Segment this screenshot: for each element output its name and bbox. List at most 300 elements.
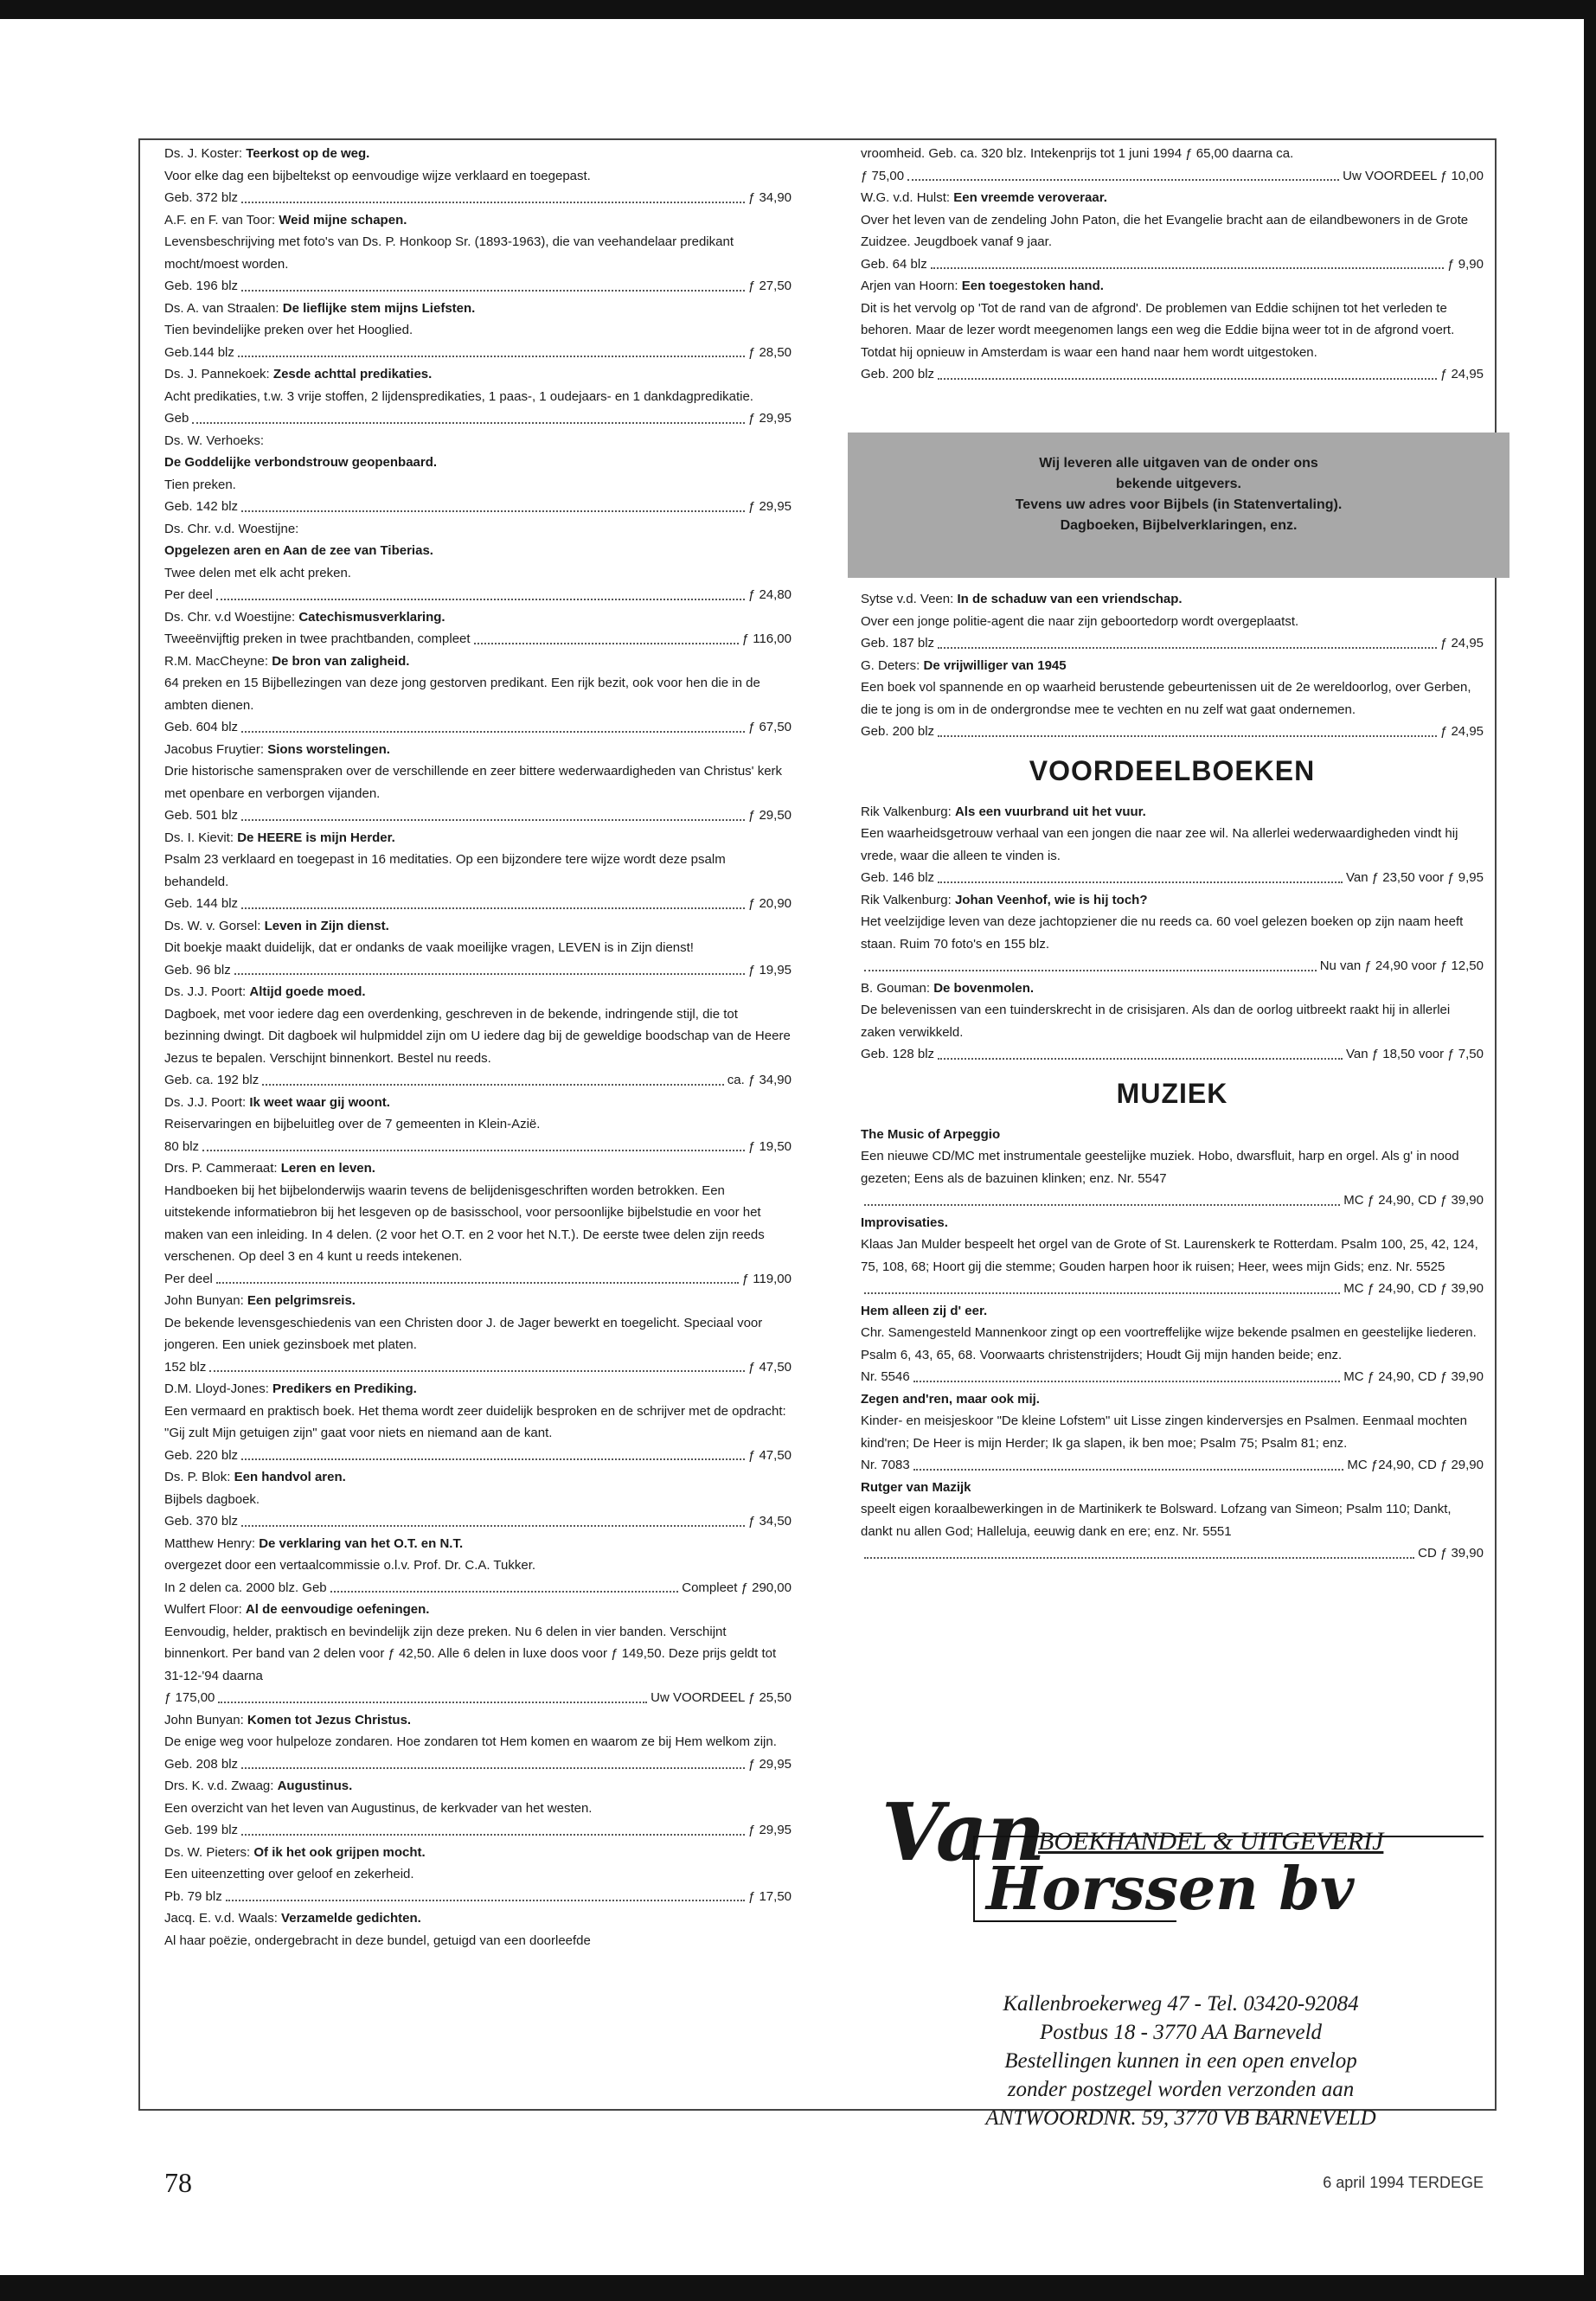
entry-title-line [164, 651, 792, 673]
book-entry [164, 1599, 792, 1709]
entry-title: Ik weet waar gij woont. [249, 1094, 390, 1110]
book-entry [861, 801, 1484, 889]
dot-leader [234, 959, 745, 976]
entry-description: Twee delen met elk acht preken. [164, 565, 351, 580]
entry-author: Rik Valkenburg: [861, 892, 955, 907]
book-entry [164, 915, 792, 982]
entry-author: Drs. K. v.d. Zwaag: [164, 1779, 278, 1793]
entry-author: Drs. P. Cammeraat: [164, 1161, 281, 1176]
entry-description: De bekende levensgeschiedenis van een Christen door J. de Jager bewerkt en toegelicht. Speciaal voor jongeren. Een uniek gezinsboek met platen. [164, 1315, 763, 1352]
dot-leader [938, 1043, 1343, 1060]
entry-title: De HEERE is mijn Herder. [237, 830, 395, 845]
book-entry [164, 1775, 792, 1842]
price-value: Compleet ƒ 290,00 [682, 1580, 792, 1595]
price-value: ƒ 34,90 [747, 190, 792, 205]
entry-title-line [861, 1124, 1484, 1146]
price-label: 152 blz [164, 1359, 207, 1375]
book-entry [861, 275, 1484, 386]
price-value: Van ƒ 23,50 voor ƒ 9,95 [1345, 870, 1484, 885]
dot-leader [938, 632, 1437, 649]
entry-title-line [164, 1775, 792, 1798]
entry-author: D.M. Lloyd-Jones: [164, 1381, 273, 1396]
entry-description: Dagboek, met voor iedere dag een overdenking, geschreven in de bekende, indringende stijl, die tot bezinning dwingt. Dit dagboek wil hulpmiddel zijn om U iedere dag bij de geweldige boodschap van de Heere Jezus te bepalen. Verschijnt binnenkort. Bestel nu reeds. [164, 1006, 791, 1066]
logo-van: Van [881, 1785, 1046, 1879]
price-label: Geb. 196 blz [164, 279, 239, 293]
dot-leader [938, 867, 1343, 883]
price-value: ƒ 17,50 [747, 1888, 792, 1904]
publisher-address [869, 1990, 1492, 2132]
entry-title-line [861, 801, 1484, 824]
price-value: MC ƒ24,90, CD ƒ 29,90 [1347, 1458, 1484, 1472]
dot-leader [864, 1189, 1340, 1206]
entry-author: Jacq. E. v.d. Waals: [164, 1911, 282, 1926]
page-number: 78 [164, 2167, 192, 2198]
dot-leader [864, 1542, 1414, 1559]
muziek-list [861, 1124, 1484, 1565]
book-entry [164, 827, 792, 915]
price-label: Geb. 372 blz [164, 190, 239, 205]
right-column [861, 143, 1484, 386]
entry-author: Ds. A. van Straalen: [164, 300, 283, 316]
book-entry [861, 1212, 1484, 1300]
price-row [861, 1454, 1484, 1477]
entry-description: Het veelzijdige leven van deze jachtopziener die nu reeds ca. 60 voel gelezen boeken op zijn naam heeft staan. Ruim 70 foto's en 155 blz. [861, 914, 1464, 952]
entry-author: Ds. J.J. Poort: [164, 1094, 250, 1110]
entry-title: Al de eenvoudige oefeningen. [245, 1602, 430, 1617]
price-row [164, 187, 792, 209]
entry-description: Al haar poëzie, ondergebracht in deze bundel, getuigd van een doorleefde [164, 1932, 591, 1948]
price-value: Van ƒ 18,50 voor ƒ 7,50 [1345, 1047, 1484, 1061]
price-label: Geb. 144 blz [164, 896, 239, 911]
entry-title-line [164, 739, 792, 761]
entry-title-line [861, 588, 1484, 611]
footer-date: 6 april 1994 TERDEGE [1323, 2174, 1484, 2191]
price-value: Uw VOORDEEL ƒ 10,00 [1343, 168, 1484, 183]
entry-description: Bijbels dagboek. [164, 1491, 260, 1507]
dot-leader [864, 955, 1317, 971]
entry-title-line [164, 430, 792, 452]
entry-author: Ds. Chr. v.d Woestijne: [164, 609, 299, 625]
entry-author: A.F. en F. van Toor: [164, 212, 279, 228]
entry-title: Hem alleen zij d' eer. [861, 1303, 988, 1318]
price-row [164, 1510, 792, 1533]
entry-title: De bron van zaligheid. [272, 653, 410, 669]
price-row [164, 496, 792, 518]
price-value: ca. ƒ 34,90 [727, 1073, 792, 1087]
entry-author: John Bunyan: [164, 1712, 247, 1727]
price-row [164, 1356, 792, 1379]
entry-title-line [164, 1378, 792, 1400]
price-row [861, 1043, 1484, 1066]
price-value: ƒ 47,50 [747, 1447, 792, 1463]
entry-title-line [164, 915, 792, 938]
entry-author: John Bunyan: [164, 1293, 247, 1308]
entry-description: Drie historische samenspraken over de verschillende en zeer bittere wederwaardigheden van Christus' kerk met openbare en verborgen vijanden. [164, 764, 783, 801]
muziek-heading: MUZIEK [1116, 1077, 1228, 1109]
entry-title-line [861, 1477, 1484, 1499]
entry-description: Dit is het vervolg op 'Tot de rand van de afgrond'. De problemen van Eddie schijnen tot het verleden te behoren. Maar de lezer wordt meegenomen langs een weg die Eddie bijna weer tot in de afgrond voert. Totdat hij opnieuw in Amsterdam is waar een hand naar hem wordt uitgestoken. [861, 300, 1455, 360]
right-top-entry-list [861, 143, 1484, 386]
entry-title: Johan Veenhof, wie is hij toch? [954, 892, 1148, 907]
entry-title-line [164, 827, 792, 849]
entry-title-line [164, 1157, 792, 1180]
logo-horssen: Horssen bv [986, 1855, 1355, 1924]
book-entry [164, 1907, 792, 1952]
book-entry [164, 1709, 792, 1776]
price-row [861, 1542, 1484, 1565]
price-value: ƒ 9,90 [1447, 256, 1484, 272]
price-row [164, 893, 792, 915]
price-label: Geb. 199 blz [164, 1823, 239, 1837]
book-entry [164, 430, 792, 518]
entry-description: overgezet door een vertaalcommissie o.l.v. Prof. Dr. C.A. Tukker. [164, 1558, 536, 1573]
price-label: Geb. 370 blz [164, 1514, 239, 1529]
price-value: ƒ 29,95 [747, 1756, 792, 1772]
entry-title-line [861, 275, 1484, 298]
book-entry [164, 1157, 792, 1290]
price-row [164, 1136, 792, 1158]
dot-leader [241, 275, 745, 292]
entry-title: In de schaduw van een vriendschap. [957, 592, 1183, 606]
entry-title: Verzamelde gedichten. [281, 1911, 421, 1926]
book-entry [164, 1092, 792, 1158]
entry-title-line [861, 655, 1484, 677]
price-label: Per deel [164, 587, 213, 602]
logo-boekhandel: BOEKHANDEL & UITGEVERIJ [1038, 1827, 1384, 1856]
dot-leader [241, 716, 745, 733]
book-entry [164, 981, 792, 1092]
price-label: Geb. 220 blz [164, 1447, 239, 1463]
entry-title-line [164, 363, 792, 386]
price-label: Pb. 79 blz [164, 1888, 222, 1904]
dot-leader [938, 363, 1437, 380]
entry-description: 64 preken en 15 Bijbellezingen van deze jong gestorven predikant. Een rijk bezit, ook voor hen die in de ambten dienen. [164, 676, 760, 713]
price-row [861, 1278, 1484, 1300]
logo-rule-vertical [973, 1836, 975, 1920]
entry-title-line [861, 889, 1484, 912]
entry-author: Rik Valkenburg: [861, 804, 955, 819]
price-row [861, 363, 1484, 386]
entry-title-line [164, 1092, 792, 1114]
entry-description: Een boek vol spannende en op waarheid berustende gebeurtenissen uit de 2e wereldoorlog, over Gerben, die te jong is om in de ondergrondse mee te vechten en nu zelf wat gaat ondernemen. [861, 680, 1471, 717]
entry-description: Over een jonge politie-agent die naar zijn geboortedorp wordt overgeplaatst. [861, 613, 1299, 629]
entry-author: G. Deters: [861, 657, 924, 673]
book-entry [861, 655, 1484, 743]
price-row [861, 1366, 1484, 1388]
entry-title: Weid mijne schapen. [279, 212, 407, 228]
book-entry [861, 889, 1484, 977]
entry-description: Tien preken. [164, 477, 236, 492]
entry-title: De Goddelijke verbondstrouw geopenbaard. [164, 455, 438, 470]
price-label: Geb. 604 blz [164, 720, 239, 734]
price-label: Geb [164, 411, 189, 426]
entry-author: Matthew Henry: [164, 1535, 260, 1551]
entry-description: Over het leven van de zendeling John Paton, die het Evangelie bracht aan de eilandbewoners in de Grote Zuidzee. Jeugdboek vanaf 9 jaar. [861, 212, 1469, 249]
price-label: In 2 delen ca. 2000 blz. Geb [164, 1580, 327, 1595]
dot-leader [241, 893, 745, 909]
price-row [164, 959, 792, 982]
entry-description: Psalm 23 verklaard en toegepast in 16 meditaties. Op een bijzondere tere wijze wordt deze psalm behandeld. [164, 852, 726, 889]
price-value: ƒ 24,95 [1439, 636, 1484, 651]
price-value: MC ƒ 24,90, CD ƒ 39,90 [1343, 1369, 1484, 1384]
voordeelboeken-heading: VOORDEELBOEKEN [1029, 754, 1316, 786]
price-label: ƒ 75,00 [861, 168, 905, 183]
entry-title: Opgelezen aren en Aan de zee van Tiberias. [164, 543, 433, 558]
dot-leader [241, 1510, 745, 1527]
price-value: ƒ 34,50 [747, 1514, 792, 1529]
entry-title: Catechismusverklaring. [298, 609, 445, 625]
dot-leader [241, 804, 745, 821]
dot-leader [913, 1366, 1341, 1382]
price-row [861, 253, 1484, 276]
dot-leader [238, 342, 745, 358]
price-row [861, 955, 1484, 977]
entry-description: vroomheid. Geb. ca. 320 blz. Intekenprijs tot 1 juni 1994 ƒ 65,00 daarna ca. [861, 146, 1294, 161]
entry-description: Klaas Jan Mulder bespeelt het orgel van de Grote of St. Laurenskerk te Rotterdam. Psalm 100, 25, 42, 124, 75, 108, 68; Hoort gij die stemme; Gouden harpen hoor ik ruisen; Heer, wees mijn Gids; enz. Nr. 5525 [861, 1237, 1478, 1274]
price-label: Geb. 208 blz [164, 1756, 239, 1772]
entry-title: De bovenmolen. [933, 980, 1035, 996]
entry-author: Ds. I. Kievit: [164, 830, 238, 845]
dot-leader [913, 1454, 1344, 1471]
entry-title-line [164, 1907, 792, 1930]
price-value: ƒ 119,00 [741, 1271, 792, 1286]
entry-author: Ds. J.J. Poort: [164, 984, 250, 999]
dot-leader [241, 187, 745, 203]
entry-description: Een nieuwe CD/MC met instrumentale geestelijke muziek. Hobo, dwarsfluit, harp en orgel. Als g' in nood gezeten; Eens als de bazuinen klinken; enz. Nr. 5547 [861, 1149, 1459, 1186]
entry-title-line [861, 977, 1484, 1000]
publisher-notice-box [848, 433, 1509, 578]
entry-author: B. Gouman: [861, 980, 934, 996]
price-label: Geb. 187 blz [861, 636, 935, 651]
dot-leader [241, 1819, 745, 1836]
entry-title-line [164, 1709, 792, 1732]
entry-title: Een handvol aren. [234, 1470, 346, 1484]
price-row [861, 867, 1484, 889]
entry-title: Of ik het ook grijpen mocht. [253, 1844, 426, 1860]
price-value: ƒ 116,00 [741, 631, 792, 646]
entry-description: Tien bevindelijke preken over het Hooglied. [164, 323, 413, 337]
book-entry [164, 518, 792, 606]
entry-title-line [164, 1466, 792, 1489]
price-row [861, 721, 1484, 743]
entry-title: Een vreemde veroveraar. [953, 190, 1107, 205]
entry-title-line [164, 1533, 792, 1555]
entry-description: Een vermaard en praktisch boek. Het thema wordt zeer duidelijk besproken en de schrijver met de opdracht: "Gij zult Mijn getuigen zijn" gaat voor niets en niemand aan de kant. [164, 1403, 786, 1440]
entry-title-line [164, 606, 792, 629]
price-row [861, 632, 1484, 655]
book-entry [164, 363, 792, 430]
price-value: ƒ 27,50 [747, 279, 792, 293]
price-label: Geb. 64 blz [861, 256, 927, 272]
notice-line-4: Dagboeken, Bijbelverklaringen, enz. [1060, 518, 1298, 533]
entry-description: Dit boekje maakt duidelijk, dat er ondanks de vaak moeilijke vragen, LEVEN is in Zijn dienst! [164, 940, 694, 955]
book-entry [861, 143, 1484, 187]
dot-leader [192, 407, 745, 424]
entry-title: Improvisaties. [861, 1215, 948, 1230]
entry-title: Leven in Zijn dienst. [264, 918, 389, 933]
dot-leader [218, 1687, 647, 1703]
address-line-4: zonder postzegel worden verzonden aan [1007, 2078, 1355, 2101]
notice-line-3: Tevens uw adres voor Bijbels (in Statenvertaling). [1015, 497, 1343, 512]
price-row [861, 1189, 1484, 1212]
price-row [164, 584, 792, 606]
left-column [164, 143, 792, 1952]
book-entry [164, 143, 792, 209]
entry-title-line [164, 1290, 792, 1312]
price-row [164, 1753, 792, 1776]
price-row [164, 1687, 792, 1709]
entry-title-line [861, 187, 1484, 209]
price-row [164, 1268, 792, 1291]
entry-author: R.M. MacCheyne: [164, 653, 272, 669]
entry-description: Acht predikaties, t.w. 3 vrije stoffen, 2 lijdenspredikaties, 1 paas-, 1 oudejaars- en 1 dankdagpredikatie. [164, 388, 753, 404]
price-value: ƒ 24,80 [747, 587, 792, 602]
dot-leader [216, 584, 745, 600]
price-label: Geb. 200 blz [861, 367, 935, 381]
entry-author: Ds. P. Blok: [164, 1470, 234, 1484]
book-entry [164, 606, 792, 651]
entry-title-line [861, 1300, 1484, 1323]
price-value: MC ƒ 24,90, CD ƒ 39,90 [1343, 1281, 1484, 1296]
entry-title: The Music of Arpeggio [861, 1126, 1001, 1142]
notice-line-1: Wij leveren alle uitgaven van de onder ons [1039, 456, 1318, 471]
price-label: Per deel [164, 1271, 213, 1286]
entry-description: Handboeken bij het bijbelonderwijs waarin tevens de belijdenisgeschriften worden betrokken. Een uitstekende informatiebron bij het lesgeven op de basisschool, voor persoonlijke bijbelstudie en voor het maken van een inleiding. In 4 delen. (2 voor het O.T. en 2 voor het N.T.). De eerste twee delen zijn reeds verschenen. Op deel 3 en 4 kunt u reeds intekenen. [164, 1183, 765, 1264]
entry-title: De lieflijke stem mijns Liefsten. [282, 300, 476, 316]
dot-leader [938, 721, 1437, 737]
price-value: ƒ 19,50 [747, 1138, 792, 1154]
entry-author: Ds. J. Pannekoek: [164, 367, 273, 381]
dot-leader [474, 628, 739, 644]
entry-description: Kinder- en meisjeskoor "De kleine Lofstem" uit Lisse zingen kinderversjes en Psalmen. Eenmaal mochten kind'ren; De Heer is mijn Herder; Ik ga slapen, ik ben moe; Psalm 75; Psalm 81; enz. [861, 1413, 1467, 1451]
entry-author: Ds. W. v. Gorsel: [164, 918, 265, 933]
entry-author: Arjen van Hoorn: [861, 279, 962, 293]
address-line-3: Bestellingen kunnen in een open envelop [1004, 2049, 1357, 2073]
entry-title-line [861, 1212, 1484, 1234]
price-label: Geb. ca. 192 blz [164, 1073, 260, 1087]
dot-leader [241, 1753, 745, 1770]
price-label: Geb. 96 blz [164, 962, 231, 977]
left-entry-list [164, 143, 792, 1952]
entry-title-line [164, 1599, 792, 1621]
entry-author: Sytse v.d. Veen: [861, 592, 958, 606]
price-value: ƒ 28,50 [747, 344, 792, 360]
price-value: CD ƒ 39,90 [1418, 1546, 1484, 1561]
price-row [164, 407, 792, 430]
entry-author: Ds. W. Pieters: [164, 1844, 254, 1860]
dot-leader [209, 1356, 745, 1373]
price-value: ƒ 47,50 [747, 1359, 792, 1375]
price-label: Geb. 128 blz [861, 1047, 935, 1061]
logo-rule-bottom [973, 1920, 1176, 1922]
right-mid-entry-list [861, 588, 1484, 743]
address-line-5: ANTWOORDNR. 59, 3770 VB BARNEVELD [985, 2106, 1376, 2130]
price-value: ƒ 29,95 [747, 411, 792, 426]
price-value: ƒ 19,95 [747, 962, 792, 977]
entry-title: Een pelgrimsreis. [247, 1293, 356, 1308]
dot-leader [931, 253, 1445, 270]
voordeelboeken-list [861, 801, 1484, 1066]
price-label: Nr. 5546 [861, 1369, 910, 1384]
book-entry [164, 1533, 792, 1599]
entry-title: Augustinus. [277, 1779, 353, 1793]
book-entry [164, 209, 792, 298]
book-entry [164, 1378, 792, 1466]
entry-description: Reiservaringen en bijbeluitleg over de 7 gemeenten in Klein-Azië. [164, 1117, 541, 1131]
dot-leader [330, 1577, 679, 1593]
entry-title-line [164, 298, 792, 320]
entry-title: De verklaring van het O.T. en N.T. [259, 1535, 464, 1551]
price-value: ƒ 20,90 [747, 896, 792, 911]
book-entry [164, 739, 792, 827]
entry-title: Een toegestoken hand. [961, 279, 1104, 293]
entry-title-line [164, 518, 792, 541]
price-value: ƒ 24,95 [1439, 367, 1484, 381]
entry-author: Ds. W. Verhoeks: [164, 433, 265, 448]
price-value: Nu van ƒ 24,90 voor ƒ 12,50 [1319, 958, 1484, 973]
price-row [164, 1577, 792, 1599]
book-entry [861, 977, 1484, 1066]
price-row [164, 275, 792, 298]
entry-description: Een overzicht van het leven van Augustinus, de kerkvader van het westen. [164, 1800, 593, 1816]
entry-title: Predikers en Prediking. [272, 1381, 417, 1396]
entry-title: Rutger van Mazijk [861, 1479, 971, 1495]
price-value: Uw VOORDEEL ƒ 25,50 [651, 1690, 792, 1705]
book-entry [164, 651, 792, 739]
price-label: ƒ 175,00 [164, 1690, 215, 1705]
entry-author: Jacobus Fruytier: [164, 741, 268, 757]
dot-leader [216, 1268, 739, 1285]
entry-description: De belevenissen van een tuinderskrecht in de crisisjaren. Als dan de oorlog uitbreekt raakt hij in allerlei zaken verwikkeld. [861, 1003, 1451, 1040]
entry-title: Leren en leven. [280, 1161, 375, 1176]
top-border [0, 0, 1596, 19]
book-entry [861, 1388, 1484, 1477]
price-row [164, 1886, 792, 1908]
entry-title-line [861, 1388, 1484, 1411]
price-row [164, 342, 792, 364]
book-entry [164, 1290, 792, 1378]
notice-line-2: bekende uitgevers. [1116, 477, 1241, 491]
price-row [164, 1445, 792, 1467]
dot-leader [241, 496, 745, 512]
price-row [861, 165, 1484, 188]
price-row [164, 804, 792, 827]
price-value: MC ƒ 24,90, CD ƒ 39,90 [1343, 1193, 1484, 1208]
entry-title: Teerkost op de weg. [246, 146, 370, 161]
entry-description: Voor elke dag een bijbeltekst op eenvoudige wijze verklaard en toegepast. [164, 168, 591, 183]
entry-title: Altijd goede moed. [249, 984, 366, 999]
entry-title-line [164, 1842, 792, 1864]
right-lower-column [861, 588, 1484, 1565]
price-value: ƒ 67,50 [747, 720, 792, 734]
price-label: Geb. 146 blz [861, 870, 935, 885]
entry-author: Ds. Chr. v.d. Woestijne: [164, 521, 299, 536]
book-entry [861, 187, 1484, 275]
right-border [1584, 0, 1596, 2301]
bottom-border [0, 2275, 1596, 2301]
entry-author: W.G. v.d. Hulst: [861, 190, 954, 205]
entry-author: Ds. J. Koster: [164, 146, 247, 161]
price-value: ƒ 29,50 [747, 808, 792, 823]
price-label: Geb. 200 blz [861, 724, 935, 739]
price-label: 80 blz [164, 1138, 200, 1154]
dot-leader [226, 1886, 745, 1902]
entry-title-line [164, 981, 792, 1003]
entry-title: Zesde achttal predikaties. [272, 367, 433, 381]
price-label: Geb. 501 blz [164, 808, 239, 823]
book-entry [164, 298, 792, 364]
price-label: Geb.144 blz [164, 344, 234, 360]
